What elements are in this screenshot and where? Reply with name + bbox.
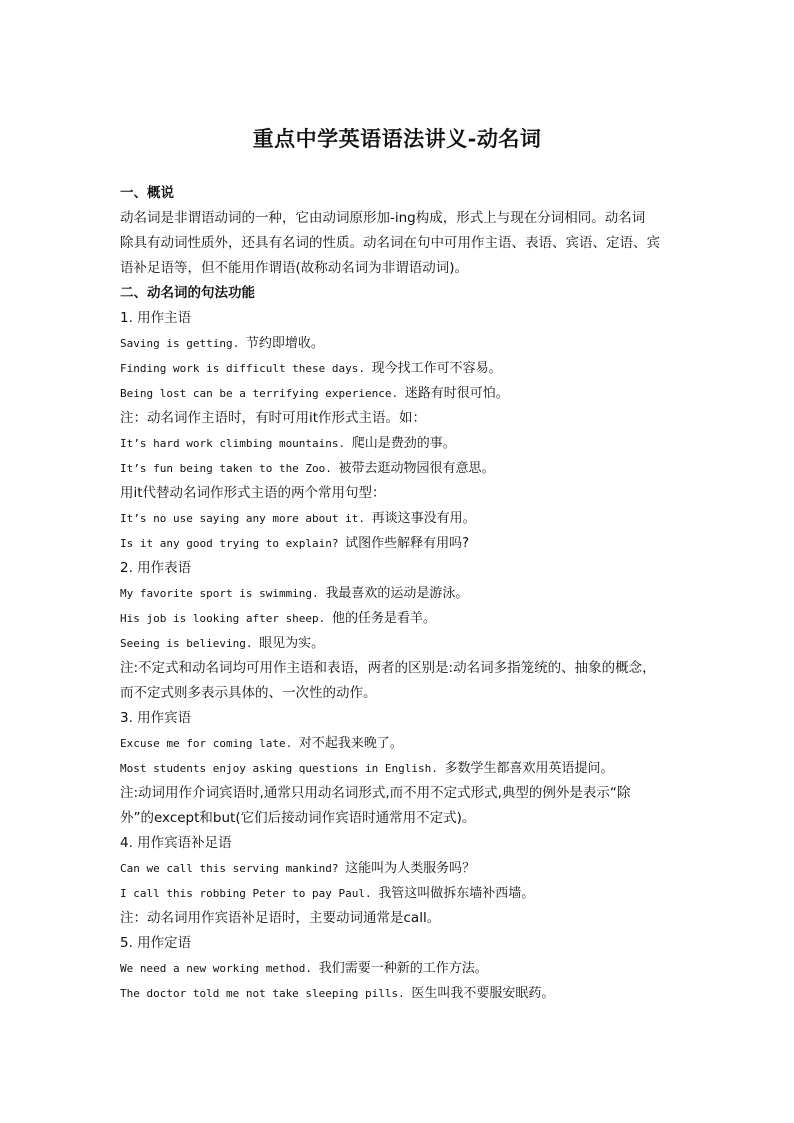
example-translation: 我最喜欢的运动是游泳。 — [325, 586, 469, 601]
example-translation: 多数学生都喜欢用英语提问。 — [444, 761, 614, 776]
example-sentence — [120, 381, 676, 406]
example-sentence — [120, 856, 676, 881]
paragraph-line: 4. 用作宾语补足语 — [120, 835, 232, 851]
example-sentence — [120, 531, 676, 556]
example-translation: 节约即增收。 — [245, 336, 324, 351]
example-translation: 这能叫为人类服务吗？ — [345, 861, 476, 876]
paragraph-line: 除具有动词性质外，还具有名词的性质。动名词在句中可用作主语、表语、宾语、定语、宾 — [120, 235, 660, 251]
example-english: I call this robbing Peter to pay Paul. — [120, 887, 372, 900]
example-english: The doctor told me not take sleeping pills. — [120, 987, 405, 1000]
example-english: My favorite sport is swimming. — [120, 587, 319, 600]
example-sentence — [120, 331, 676, 356]
example-translation: 我们需要一种新的工作方法。 — [318, 961, 488, 976]
example-translation: 他的任务是看羊。 — [331, 611, 436, 626]
example-translation: 对不起我来晚了。 — [298, 736, 403, 751]
example-sentence — [120, 506, 676, 531]
example-english: Excuse me for coming late. — [120, 737, 293, 750]
example-english: We need a new working method. — [120, 962, 313, 975]
paragraph-line: 语补足语等，但不能用作谓语(故称动名词为非谓语动词)。 — [120, 260, 469, 276]
paragraph-line: 用it代替动名词作形式主语的两个常用句型： — [120, 485, 386, 501]
example-translation: 迷路有时很可怕。 — [404, 386, 509, 401]
section-heading: 一、概说 — [120, 185, 174, 201]
paragraph-line: 外”的except和but(它们后接动词作宾语时通常用不定式)。 — [120, 810, 476, 826]
example-english: It’s no use saying any more about it. — [120, 512, 366, 525]
paragraph-line: 而不定式则多表示具体的、一次性的动作。 — [120, 685, 377, 701]
example-sentence — [120, 456, 676, 481]
example-english: Can we call this serving mankind? — [120, 862, 339, 875]
example-translation: 爬山是费劲的事。 — [351, 436, 456, 451]
example-sentence — [120, 956, 676, 981]
example-sentence — [120, 731, 676, 756]
example-sentence — [120, 881, 676, 906]
example-sentence — [120, 631, 676, 656]
example-sentence — [120, 981, 676, 1006]
section-heading: 二、动名词的句法功能 — [120, 285, 255, 301]
paragraph-line: 注：动名词用作宾语补足语时，主要动词通常是call。 — [120, 910, 441, 926]
example-english: Is it any good trying to explain? — [120, 537, 339, 550]
document-body — [120, 181, 676, 1006]
example-english: Being lost can be a terrifying experience. — [120, 387, 399, 400]
example-english: It’s hard work climbing mountains. — [120, 437, 346, 450]
example-sentence — [120, 581, 676, 606]
example-sentence — [120, 356, 676, 381]
example-translation: 我管这叫做拆东墙补西墙。 — [378, 886, 535, 901]
example-english: Saving is getting. — [120, 337, 240, 350]
example-translation: 眼见为实。 — [259, 636, 325, 651]
example-english: Finding work is difficult these days. — [120, 362, 366, 375]
paragraph-line: 1. 用作主语 — [120, 310, 192, 326]
page-title: 重点中学英语语法讲义-动名词 — [252, 126, 542, 151]
example-sentence — [120, 756, 676, 781]
example-sentence — [120, 606, 676, 631]
example-english: It’s fun being taken to the Zoo. — [120, 462, 332, 475]
paragraph-line: 5. 用作定语 — [120, 935, 192, 951]
paragraph-line: 注:动词用作介词宾语时,通常只用动名词形式,而不用不定式形式,典型的例外是表示“除 — [120, 785, 631, 801]
example-translation: 现今找工作可不容易。 — [371, 361, 502, 376]
paragraph-line: 动名词是非谓语动词的一种，它由动词原形加-ing构成，形式上与现在分词相同。动名词 — [120, 210, 646, 226]
example-translation: 医生叫我不要服安眠药。 — [411, 986, 555, 1001]
example-english: Most students enjoy asking questions in English. — [120, 762, 438, 775]
paragraph-line: 注:不定式和动名词均可用作主语和表语，两者的区别是:动名词多指笼统的、抽象的概念， — [120, 660, 656, 676]
paragraph-line: 2. 用作表语 — [120, 560, 192, 576]
example-sentence — [120, 431, 676, 456]
paragraph-line: 注：动名词作主语时，有时可用it作形式主语。如： — [120, 410, 427, 426]
example-english: His job is looking after sheep. — [120, 612, 326, 625]
example-translation: 再谈这事没有用。 — [371, 511, 476, 526]
example-translation: 被带去逛动物园很有意思。 — [338, 461, 495, 476]
example-english: Seeing is believing. — [120, 637, 253, 650]
paragraph-line: 3. 用作宾语 — [120, 710, 192, 726]
example-translation: 试图作些解释有用吗? — [345, 536, 470, 551]
